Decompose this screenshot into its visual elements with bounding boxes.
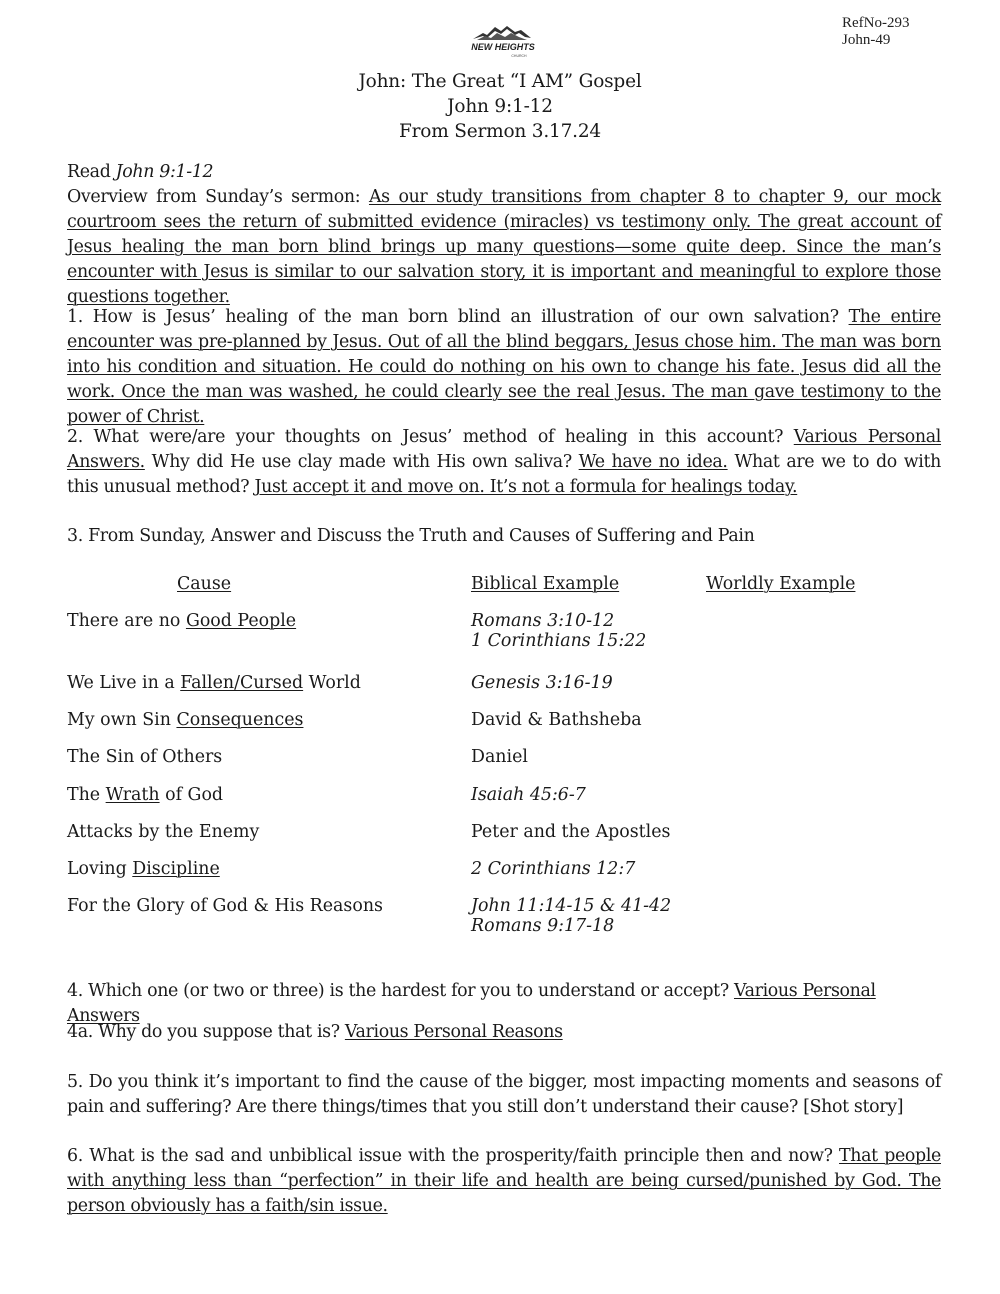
biblical-example-cell: Isaiah 45:6-7 (471, 785, 586, 805)
cause-cell: For the Glory of God & His Reasons (67, 896, 383, 916)
answer-2c: Just accept it and move on. It’s not a formula for healings today. (254, 477, 798, 497)
cause-cell: Attacks by the Enemy (67, 822, 260, 842)
cause-cell: Loving Discipline (67, 859, 220, 879)
question-6: 6. What is the sad and unbiblical issue with the prosperity/faith principle then and now? That people with anything less than “perfection” in their life and health are being cursed/punished by God. The person obviously has a faith/sin issue. (67, 1146, 941, 1216)
reference-number (842, 15, 910, 49)
ref-line-2: John-49 (842, 32, 891, 48)
overview-text: As our study transitions from chapter 8 to chapter 9, our mock courtroom sees the return of submitted evidence (miracles) vs testimony only. The great account of Jesus healing the man born blind brings up many questions—some quite deep. Since the man’s encounter with Jesus is similar to our salvation story, it is important and meaningful to explore those questions together. (67, 187, 941, 307)
biblical-example-cell: Romans 3:10-12 1 Corinthians 15:22 (471, 611, 647, 651)
passage-reference: John 9:1-12 (447, 96, 553, 117)
answer-1: The entire encounter was pre-planned by Jesus. Out of all the blind beggars, Jesus chose him. The man was born into his condition and situation. He could do nothing on his own to change his fate. Jesus did all the work. Once the man was washed, he could clearly see the real Jesus. The man gave testimony to the power of Christ. (67, 307, 941, 427)
cause-cell: My own Sin Consequences (67, 710, 304, 730)
cause-cell: The Sin of Others (67, 747, 223, 767)
biblical-example-cell: 2 Corinthians 12:7 (471, 859, 636, 879)
biblical-example-cell: David & Bathsheba (471, 710, 642, 730)
header-worldly: Worldly Example (706, 574, 856, 594)
question-4: 4. Which one (or two or three) is the hardest for you to understand or accept? Various Personal Answers (67, 981, 876, 1026)
read-line: Read John 9:1-12 (67, 162, 214, 182)
header-biblical: Biblical Example (471, 574, 620, 594)
question-3: 3. From Sunday, Answer and Discuss the Truth and Causes of Suffering and Pain (67, 526, 755, 546)
answer-6: That people with anything less than “perfection” in their life and health are being cursed/punished by God. The person obviously has a faith/sin issue. (67, 1146, 941, 1216)
ref-line-1: RefNo-293 (842, 15, 910, 31)
sermon-date: From Sermon 3.17.24 (399, 121, 601, 142)
logo-text: NEW HEIGHTS (471, 42, 535, 52)
page-header (0, 69, 1000, 144)
page-title: John: The Great “I AM” Gospel (358, 71, 642, 92)
answer-4a: Various Personal Reasons (344, 1022, 563, 1042)
question-5: 5. Do you think it’s important to find the cause of the bigger, most impacting moments and seasons of pain and suffering? Are there things/times that you still don’t understand their cause? [Shot story] (67, 1072, 941, 1117)
cause-cell: The Wrath of God (67, 785, 224, 805)
overview-paragraph: Overview from Sunday’s sermon: As our study transitions from chapter 8 to chapter 9, our mock courtroom sees the return of submitted evidence (miracles) vs testimony only. The great account of Jesus healing the man born blind brings up many questions—some quite deep. Since the man’s encounter with Jesus is similar to our salvation story, it is important and meaningful to explore those questions together. (67, 187, 941, 307)
church-logo (465, 22, 541, 60)
cause-cell: There are no Good People (67, 611, 297, 631)
answer-4: Various Personal Answers (67, 981, 876, 1026)
cause-cell: We Live in a Fallen/Cursed World (67, 673, 361, 693)
biblical-example-cell: Daniel (471, 747, 528, 767)
biblical-example-cell: Genesis 3:16-19 (471, 673, 613, 693)
biblical-example-cell: Peter and the Apostles (471, 822, 671, 842)
header-cause: Cause (177, 574, 232, 594)
answer-2b: We have no idea. (578, 452, 728, 472)
question-4a: 4a. Why do you suppose that is? Various Personal Reasons (67, 1022, 563, 1042)
question-2: 2. What were/are your thoughts on Jesus’ method of healing in this account? Various Personal Answers. Why did He use clay made with His own saliva? We have no idea. What are we to do with this unusual method? Just accept it and move on. It’s not a formula for healings today. (67, 427, 942, 497)
study-content (67, 160, 941, 310)
biblical-example-cell: John 11:14-15 & 41-42 Romans 9:17-18 (471, 896, 672, 936)
logo-subtext: CHURCH (511, 54, 527, 58)
read-reference: John 9:1-12 (115, 162, 214, 182)
question-1: 1. How is Jesus’ healing of the man born blind an illustration of our own salvation? The entire encounter was pre-planned by Jesus. Out of all the blind beggars, Jesus chose him. The man was born into his condition and situation. He could do nothing on his own to change his fate. Jesus did all the work. Once the man was washed, he could clearly see the real Jesus. The man gave testimony to the power of Christ. (67, 307, 941, 427)
answer-2a: Various Personal Answers. (67, 427, 942, 472)
